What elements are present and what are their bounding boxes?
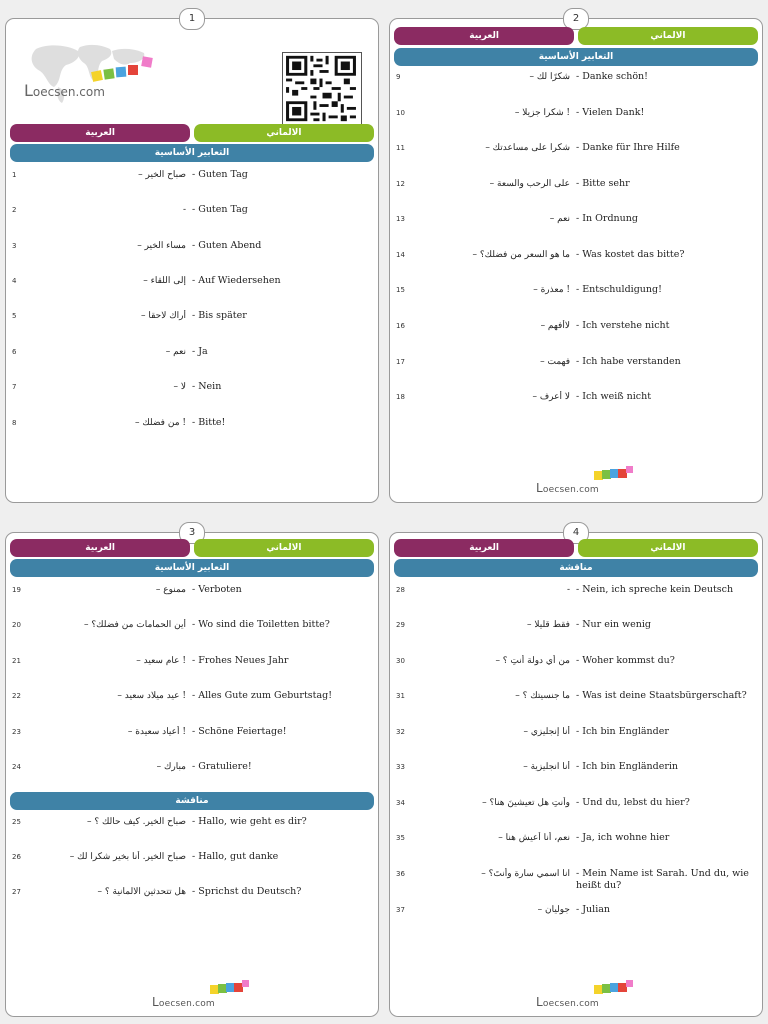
section-title: التعابير الأساسية bbox=[10, 144, 374, 162]
arabic-phrase: أنا انجليزية – bbox=[523, 762, 570, 772]
german-phrase: - Hallo, gut danke bbox=[192, 851, 279, 862]
phrase-number: 30 bbox=[396, 657, 405, 665]
german-phrase: - Ja bbox=[192, 346, 208, 357]
loecsen-footer-logo bbox=[152, 991, 215, 1010]
phrase-row[interactable] bbox=[390, 868, 762, 891]
arabic-phrase: انا اسمي سارة وأنتَ؟ – bbox=[481, 869, 570, 879]
section-title: مناقشة bbox=[10, 792, 374, 810]
german-phrase: - In Ordnung bbox=[576, 213, 638, 224]
qr-code[interactable] bbox=[282, 52, 362, 127]
card-page-2 bbox=[389, 13, 763, 503]
phrase-number: 36 bbox=[396, 870, 405, 878]
arabic-phrase: - bbox=[182, 205, 186, 215]
arabic-phrase: أنا إنجليزي – bbox=[523, 727, 570, 737]
loecsen-logo bbox=[18, 41, 168, 111]
phrase-row[interactable] bbox=[6, 690, 378, 710]
phrase-row[interactable] bbox=[390, 797, 762, 817]
phrase-number: 27 bbox=[12, 888, 21, 896]
logo-text: oecsen.com bbox=[542, 999, 599, 1009]
german-phrase: - Ich bin Engländerin bbox=[576, 761, 679, 772]
arabic-label: العربية bbox=[10, 539, 190, 557]
language-header bbox=[394, 539, 758, 557]
arabic-label: العربية bbox=[10, 124, 190, 142]
phrase-row[interactable] bbox=[6, 204, 378, 224]
phrase-number: 13 bbox=[396, 215, 405, 223]
phrase-number: 28 bbox=[396, 586, 405, 594]
german-phrase: - Und du, lebst du hier? bbox=[576, 797, 690, 808]
arabic-phrase: نعم – bbox=[549, 214, 570, 224]
phrase-row[interactable] bbox=[390, 249, 762, 269]
phrase-row[interactable] bbox=[390, 832, 762, 852]
german-label: الالماني bbox=[578, 27, 758, 45]
german-phrase: - Bis später bbox=[192, 310, 247, 321]
arabic-phrase: صباح الخير. أنا بخير شكرا لك – bbox=[69, 852, 186, 862]
phrase-number: 17 bbox=[396, 358, 405, 366]
german-phrase: - Nein bbox=[192, 381, 222, 392]
german-phrase: - Sprichst du Deutsch? bbox=[192, 886, 302, 897]
arabic-phrase: من أي دولة أنتِ ؟ – bbox=[495, 656, 570, 666]
phrase-number: 16 bbox=[396, 322, 405, 330]
phrase-number: 14 bbox=[396, 251, 405, 259]
german-phrase: - Ich habe verstanden bbox=[576, 356, 681, 367]
arabic-phrase: أين الحمامات من فضلك؟ – bbox=[84, 620, 186, 630]
phrase-row[interactable] bbox=[390, 356, 762, 376]
german-phrase: - Bitte! bbox=[192, 417, 226, 428]
arabic-phrase: نعم – bbox=[165, 347, 186, 357]
phrase-number: 32 bbox=[396, 728, 405, 736]
phrase-row[interactable] bbox=[6, 886, 378, 906]
phrase-number: 3 bbox=[12, 242, 17, 250]
phrase-row[interactable] bbox=[6, 851, 378, 871]
phrase-number: 15 bbox=[396, 286, 405, 294]
phrase-number: 35 bbox=[396, 834, 405, 842]
german-phrase: - Nein, ich spreche kein Deutsch bbox=[576, 584, 734, 595]
arabic-phrase: شكرا على مساعدتك – bbox=[485, 143, 570, 153]
phrase-row[interactable] bbox=[390, 391, 762, 411]
phrase-row[interactable] bbox=[6, 346, 378, 366]
phrase-number: 31 bbox=[396, 692, 405, 700]
arabic-phrase: ! من فضلك – bbox=[134, 418, 186, 428]
arabic-phrase: ! شكرا جزيلا – bbox=[514, 108, 570, 118]
phrase-row[interactable] bbox=[6, 655, 378, 675]
phrase-number: 18 bbox=[396, 393, 405, 401]
german-phrase: - Mein Name ist Sarah. Und du, wie heißt du? bbox=[576, 868, 749, 891]
phrase-number: 26 bbox=[12, 853, 21, 861]
german-phrase: - Danke für Ihre Hilfe bbox=[576, 142, 680, 153]
phrase-row[interactable] bbox=[390, 178, 762, 198]
german-phrase: - Frohes Neues Jahr bbox=[192, 655, 289, 666]
phrase-row[interactable] bbox=[6, 584, 378, 604]
phrase-row[interactable] bbox=[390, 107, 762, 127]
phrase-number: 2 bbox=[12, 206, 17, 214]
german-phrase: - Schöne Feiertage! bbox=[192, 726, 287, 737]
phrase-row[interactable] bbox=[6, 417, 378, 437]
phrase-number: 11 bbox=[396, 144, 405, 152]
german-phrase: - Guten Tag bbox=[192, 169, 248, 180]
phrase-number: 7 bbox=[12, 383, 17, 391]
arabic-phrase: لا أعرف – bbox=[532, 392, 570, 402]
phrase-number: 5 bbox=[12, 312, 17, 320]
page-number: 1 bbox=[179, 8, 205, 30]
arabic-phrase: نعم، أنا أعيش هنا – bbox=[498, 833, 570, 843]
page-number: 3 bbox=[179, 522, 205, 544]
phrase-row[interactable] bbox=[390, 761, 762, 781]
german-label: الالماني bbox=[194, 124, 374, 142]
phrase-row[interactable] bbox=[6, 761, 378, 781]
arabic-phrase: ممنوع – bbox=[155, 585, 186, 595]
arabic-phrase: ما هو السعر من فضلك؟ – bbox=[472, 250, 570, 260]
phrase-number: 25 bbox=[12, 818, 21, 826]
phrase-row[interactable] bbox=[390, 71, 762, 91]
german-phrase: - Alles Gute zum Geburtstag! bbox=[192, 690, 333, 701]
arabic-phrase: جوليان – bbox=[537, 905, 570, 915]
german-phrase: - Was ist deine Staatsbürgerschaft? bbox=[576, 690, 747, 701]
german-phrase: - Guten Tag bbox=[192, 204, 248, 215]
german-phrase: - Gratuliere! bbox=[192, 761, 252, 772]
phrase-row[interactable] bbox=[6, 240, 378, 260]
german-phrase: - Bitte sehr bbox=[576, 178, 630, 189]
arabic-phrase: لاأفهم – bbox=[540, 321, 570, 331]
arabic-phrase: لا – bbox=[173, 382, 186, 392]
phrase-number: 20 bbox=[12, 621, 21, 629]
arabic-phrase: ! أعياد سعيدة – bbox=[127, 727, 186, 737]
phrase-number: 19 bbox=[12, 586, 21, 594]
phrase-number: 24 bbox=[12, 763, 21, 771]
phrase-row[interactable] bbox=[390, 284, 762, 304]
phrase-number: 10 bbox=[396, 109, 405, 117]
logo-initial: L bbox=[24, 81, 33, 100]
logo-text: oecsen.com bbox=[32, 85, 105, 99]
arabic-label: العربية bbox=[394, 539, 574, 557]
phrase-number: 6 bbox=[12, 348, 17, 356]
german-phrase: - Verboten bbox=[192, 584, 242, 595]
phrase-number: 8 bbox=[12, 419, 17, 427]
arabic-phrase: ما جنسيتك ؟ – bbox=[515, 691, 570, 701]
german-phrase: - Guten Abend bbox=[192, 240, 262, 251]
phrase-row[interactable] bbox=[390, 584, 762, 604]
phrase-number: 9 bbox=[396, 73, 401, 81]
phrase-row[interactable] bbox=[6, 381, 378, 401]
phrase-number: 33 bbox=[396, 763, 405, 771]
logo-text: oecsen.com bbox=[542, 485, 599, 495]
phrase-row[interactable] bbox=[6, 816, 378, 836]
logo-initial: L bbox=[152, 995, 159, 1009]
arabic-phrase: فهمت – bbox=[540, 357, 570, 367]
phrase-row[interactable] bbox=[390, 655, 762, 675]
phrase-row[interactable] bbox=[6, 275, 378, 295]
section-title: مناقشة bbox=[394, 559, 758, 577]
arabic-phrase: ! معذرة – bbox=[533, 285, 570, 295]
card-page-1 bbox=[5, 13, 379, 503]
arabic-phrase: مبارك – bbox=[156, 762, 186, 772]
phrase-number: 4 bbox=[12, 277, 17, 285]
phrase-row[interactable] bbox=[390, 619, 762, 639]
arabic-label: العربية bbox=[394, 27, 574, 45]
phrase-row[interactable] bbox=[6, 169, 378, 189]
loecsen-footer-logo bbox=[536, 991, 599, 1010]
german-phrase: - Vielen Dank! bbox=[576, 107, 645, 118]
phrase-number: 34 bbox=[396, 799, 405, 807]
phrase-number: 1 bbox=[12, 171, 17, 179]
card-page-4 bbox=[389, 527, 763, 1017]
arabic-phrase: فقط قليلا – bbox=[527, 620, 570, 630]
german-phrase: - Hallo, wie geht es dir? bbox=[192, 816, 307, 827]
phrase-number: 12 bbox=[396, 180, 405, 188]
language-header bbox=[10, 124, 374, 142]
phrase-number: 22 bbox=[12, 692, 21, 700]
arabic-phrase: شكرًا لك – bbox=[529, 72, 570, 82]
arabic-phrase: صباح الخير. كيف حالك ؟ – bbox=[86, 817, 186, 827]
arabic-phrase: هل تتحدثين الالمانية ؟ – bbox=[97, 887, 186, 897]
german-phrase: - Danke schön! bbox=[576, 71, 648, 82]
loecsen-footer-logo bbox=[536, 477, 599, 496]
arabic-phrase: إلى اللقاء – bbox=[143, 276, 186, 286]
german-phrase: - Was kostet das bitte? bbox=[576, 249, 685, 260]
phrase-row[interactable] bbox=[390, 142, 762, 162]
section-title: التعابير الأساسية bbox=[394, 48, 758, 66]
arabic-phrase: وأنتِ هل تعيشينَ هنا؟ – bbox=[482, 798, 570, 808]
german-label: الالماني bbox=[578, 539, 758, 557]
phrase-number: 29 bbox=[396, 621, 405, 629]
arabic-phrase: مساء الخير – bbox=[137, 241, 186, 251]
phrase-row[interactable] bbox=[390, 726, 762, 746]
arabic-phrase: أراك لاحقا – bbox=[141, 311, 186, 321]
card-page-3 bbox=[5, 527, 379, 1017]
logo-text: oecsen.com bbox=[158, 999, 215, 1009]
logo-initial: L bbox=[536, 481, 543, 495]
phrase-number: 21 bbox=[12, 657, 21, 665]
german-phrase: - Ich bin Engländer bbox=[576, 726, 669, 737]
german-phrase: - Wo sind die Toiletten bitte? bbox=[192, 619, 330, 630]
arabic-phrase: ! عام سعيد – bbox=[136, 656, 186, 666]
phrase-row[interactable] bbox=[390, 904, 762, 924]
phrase-row[interactable] bbox=[390, 320, 762, 340]
page-number: 4 bbox=[563, 522, 589, 544]
page-number: 2 bbox=[563, 8, 589, 30]
german-phrase: - Entschuldigung! bbox=[576, 284, 662, 295]
german-phrase: - Auf Wiedersehen bbox=[192, 275, 281, 286]
phrase-number: 23 bbox=[12, 728, 21, 736]
german-label: الالماني bbox=[194, 539, 374, 557]
phrase-row[interactable] bbox=[6, 726, 378, 746]
german-phrase: - Nur ein wenig bbox=[576, 619, 652, 630]
phrase-row[interactable] bbox=[390, 690, 762, 710]
phrase-row[interactable] bbox=[390, 213, 762, 233]
phrase-number: 37 bbox=[396, 906, 405, 914]
arabic-phrase: على الرحب والسعة – bbox=[489, 179, 570, 189]
section-title: التعابير الأساسية bbox=[10, 559, 374, 577]
arabic-phrase: صباح الخير – bbox=[138, 170, 186, 180]
phrase-row[interactable] bbox=[6, 619, 378, 639]
language-header bbox=[10, 539, 374, 557]
logo-initial: L bbox=[536, 995, 543, 1009]
arabic-phrase: ! عيد ميلاد سعيد – bbox=[117, 691, 186, 701]
arabic-phrase: - bbox=[566, 585, 570, 595]
phrase-row[interactable] bbox=[6, 310, 378, 330]
german-phrase: - Julian bbox=[576, 904, 611, 915]
german-phrase: - Woher kommst du? bbox=[576, 655, 675, 666]
german-phrase: - Ja, ich wohne hier bbox=[576, 832, 670, 843]
german-phrase: - Ich weiß nicht bbox=[576, 391, 652, 402]
german-phrase: - Ich verstehe nicht bbox=[576, 320, 670, 331]
language-header bbox=[394, 27, 758, 45]
